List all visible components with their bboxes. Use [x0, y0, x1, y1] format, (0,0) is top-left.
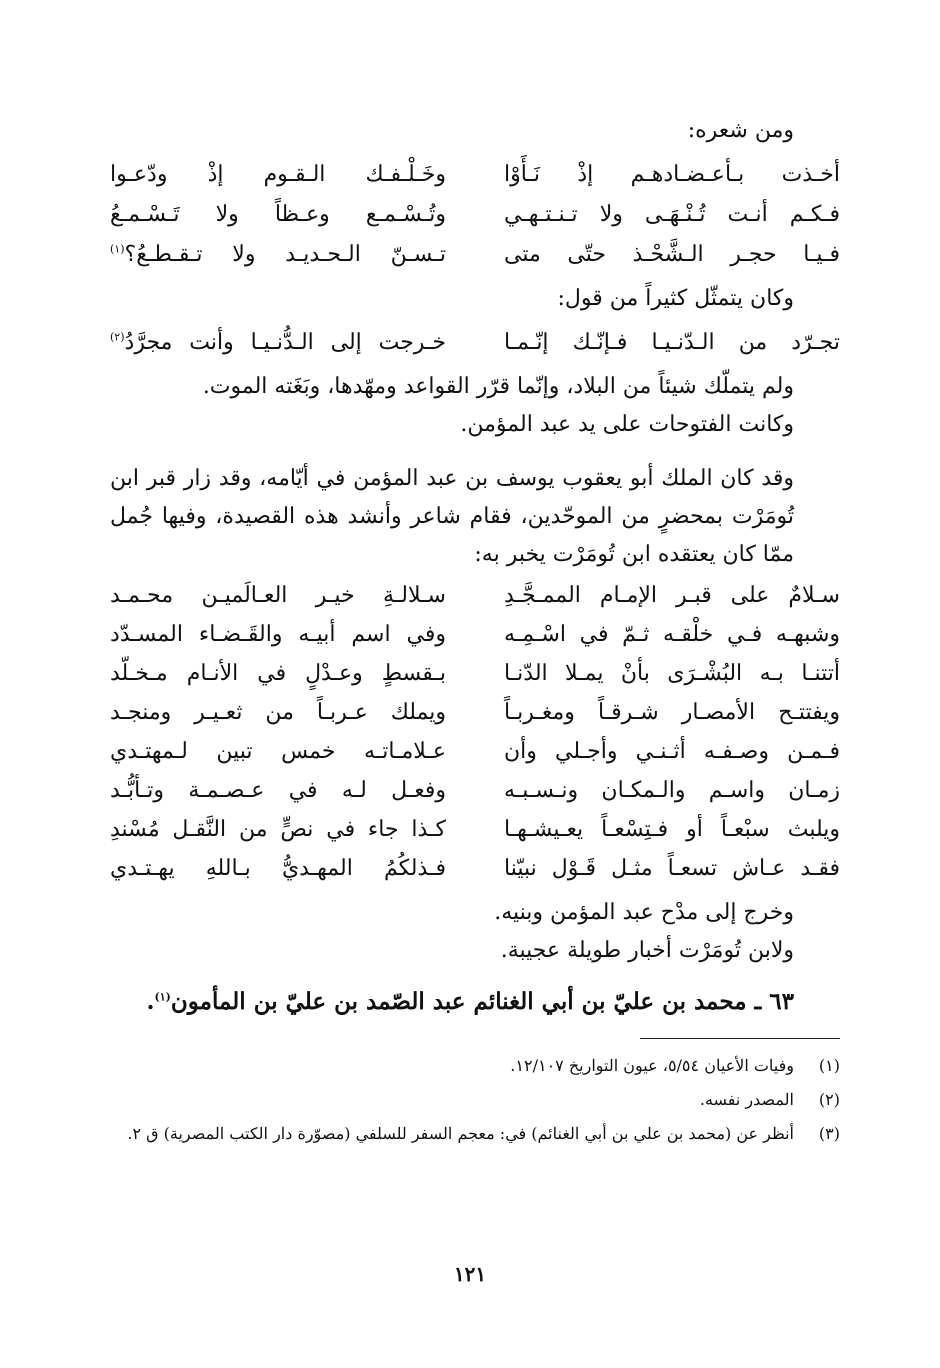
footnote-ref: (١) [154, 990, 171, 1004]
footnote [110, 1117, 840, 1151]
verse-second-half: بـقسطٍ وعـدْلٍ في الأنـام مـخـلّد [110, 661, 446, 686]
verse-first-half: ويلبث سبْعـاً أو فـتِسْعـاً يعـيشـهـا [504, 817, 840, 842]
poetry-intro: ومن شعره: [687, 118, 794, 143]
poem-3 [110, 576, 840, 888]
page-number: ١٢١ [453, 1262, 487, 1286]
verse-first-half: أخـذت بـأعـضـادهـم إذْ نَـأَوْا [504, 161, 840, 187]
verse-first-half: ويفتتـح الأمصـار شـرقـاً ومغـربـاً [504, 700, 840, 725]
footnotes [110, 1049, 840, 1151]
verse-first-half: أتتنـا بـه البُشْـرَى بأنْ يمـلا الدّنـا [504, 661, 840, 686]
verse [110, 322, 840, 362]
verse-second-half: فـذلكُمُ المهـديُّ بـاللهِ يهـتـدي [110, 856, 446, 881]
footnote-text: أنظر عن (محمد بن علي بن أبي الغنائم) في: معجم السفر للسلفي (مصوّرة دار الكتب المصرية) ق ٢. [127, 1124, 794, 1143]
verse-second-half: سـلالـةِ خيـر العـالَميـن محـمـد [110, 583, 446, 608]
verse-second-half: كـذا جاء في نصٍّ من النَّقـل مُسْندِ [110, 817, 446, 842]
paragraph: وكانت الفتوحات على يد عبد المؤمن. [460, 412, 794, 437]
spacer [110, 444, 840, 460]
verse-second-half: عـلامـاتـه خمس تبين لـمهتـدي [110, 739, 446, 764]
paragraph: وقد كان الملك أبو يعقوب يوسف بن عبد المؤمن في أيّامه، وقد زار قبر ابن تُومَرْت بمحضرٍ من الموحّدين، فقام شاعر وأنشد هذه القصيدة، وفيها جُمل ممّا كان يعتقده ابن تُومَرْت يخبر به: [110, 466, 794, 567]
verse [110, 810, 840, 849]
footnote-ref: (٢) [110, 330, 125, 344]
poem-1 [110, 154, 840, 274]
footnote-number: (١) [818, 1056, 840, 1075]
footnote-text: وفيات الأعيان ٥/٥٤، عيون التواريخ ١٢/١٠٧. [510, 1056, 794, 1075]
footnote-number: (٢) [818, 1090, 840, 1109]
verse-text: تـسـنّ الـحـديـد ولا تـقـطـعُ؟ [124, 241, 446, 267]
verse [110, 615, 840, 654]
page-body [110, 112, 840, 1151]
footnote-number: (٣) [818, 1124, 840, 1143]
verse [110, 693, 840, 732]
verse [110, 654, 840, 693]
verse [110, 154, 840, 194]
verse-first-half: فـيـا حجـر الـشَّحْـذ حتّى متى [504, 241, 840, 267]
footnote-separator [640, 1038, 840, 1039]
verse-second-half: ويملك عـربـاً من ثعـيـر ومنجـد [110, 700, 446, 725]
paragraph: ولابن تُومَرْت أخبار طويلة عجيبة. [500, 938, 794, 963]
footnote-text: المصدر نفسه. [699, 1090, 794, 1109]
verse [110, 194, 840, 234]
biography-heading [110, 982, 840, 1022]
verse [110, 732, 840, 771]
poem-2 [110, 322, 840, 362]
verse-first-half: وشبهـه فـي خلْقـه ثـمّ في اسْـمِـه [504, 622, 840, 647]
footnote-ref: (١) [110, 242, 125, 256]
verse-first-half: فـمـن وصـفـه أثـنـي وأجـلي وأن [504, 739, 840, 764]
footnote [110, 1049, 840, 1083]
verse [110, 771, 840, 810]
heading-end: . [146, 988, 155, 1015]
verse-second-half: وتُـسْـمـع وعـظاً ولا تَـسْـمـعُ [110, 201, 446, 227]
verse-first-half: زمـان واسـم والـمكـان ونـسـبـه [504, 778, 840, 803]
verse-second-half: وفي اسم أبيـه والقَـضـاء المسـدّد [110, 622, 446, 647]
verse-second-half: وخَـلْـفـك الـقـوم إذْ ودّعـوا [110, 161, 446, 187]
verse-first-half: فقـد عـاش تسعـاً مثـل قَـوْل نبيّنا [504, 856, 840, 881]
quote-intro: وكان يتمثّل كثيراً من قول: [557, 286, 794, 311]
verse-second-half: وفعـل لـه في عـصـمـة وتـأبُّـد [110, 778, 446, 803]
paragraph: وخرج إلى مدْح عبد المؤمن وبنيه. [494, 900, 794, 925]
verse-second-half [110, 330, 446, 355]
paragraph: ولم يتملّك شيئاً من البلاد، وإنّما قرّر القواعد ومهّدها، وبَغَته الموت. [202, 374, 794, 399]
verse-text: خـرجت إلى الـدُّنـيـا وأنت مجرَّدُ [124, 329, 446, 355]
verse-first-half: فـكـم أنـت تُـنْـهَـى ولا تـنـتـهـي [504, 201, 840, 227]
verse-first-half: سـلامٌ على قبـر الإمـام الممـجَّـدِ [504, 583, 840, 608]
verse [110, 849, 840, 888]
verse-first-half: تجـرّد من الـدّنـيـا فـإنّـك إنّـمـا [504, 329, 840, 355]
verse [110, 234, 840, 274]
footnote [110, 1083, 840, 1117]
verse-second-half [110, 242, 446, 267]
biography-title: ٦٣ ـ محمد بن عليّ بن أبي الغنائم عبد الصّمد بن عليّ بن المأمون [170, 988, 794, 1015]
verse [110, 576, 840, 615]
